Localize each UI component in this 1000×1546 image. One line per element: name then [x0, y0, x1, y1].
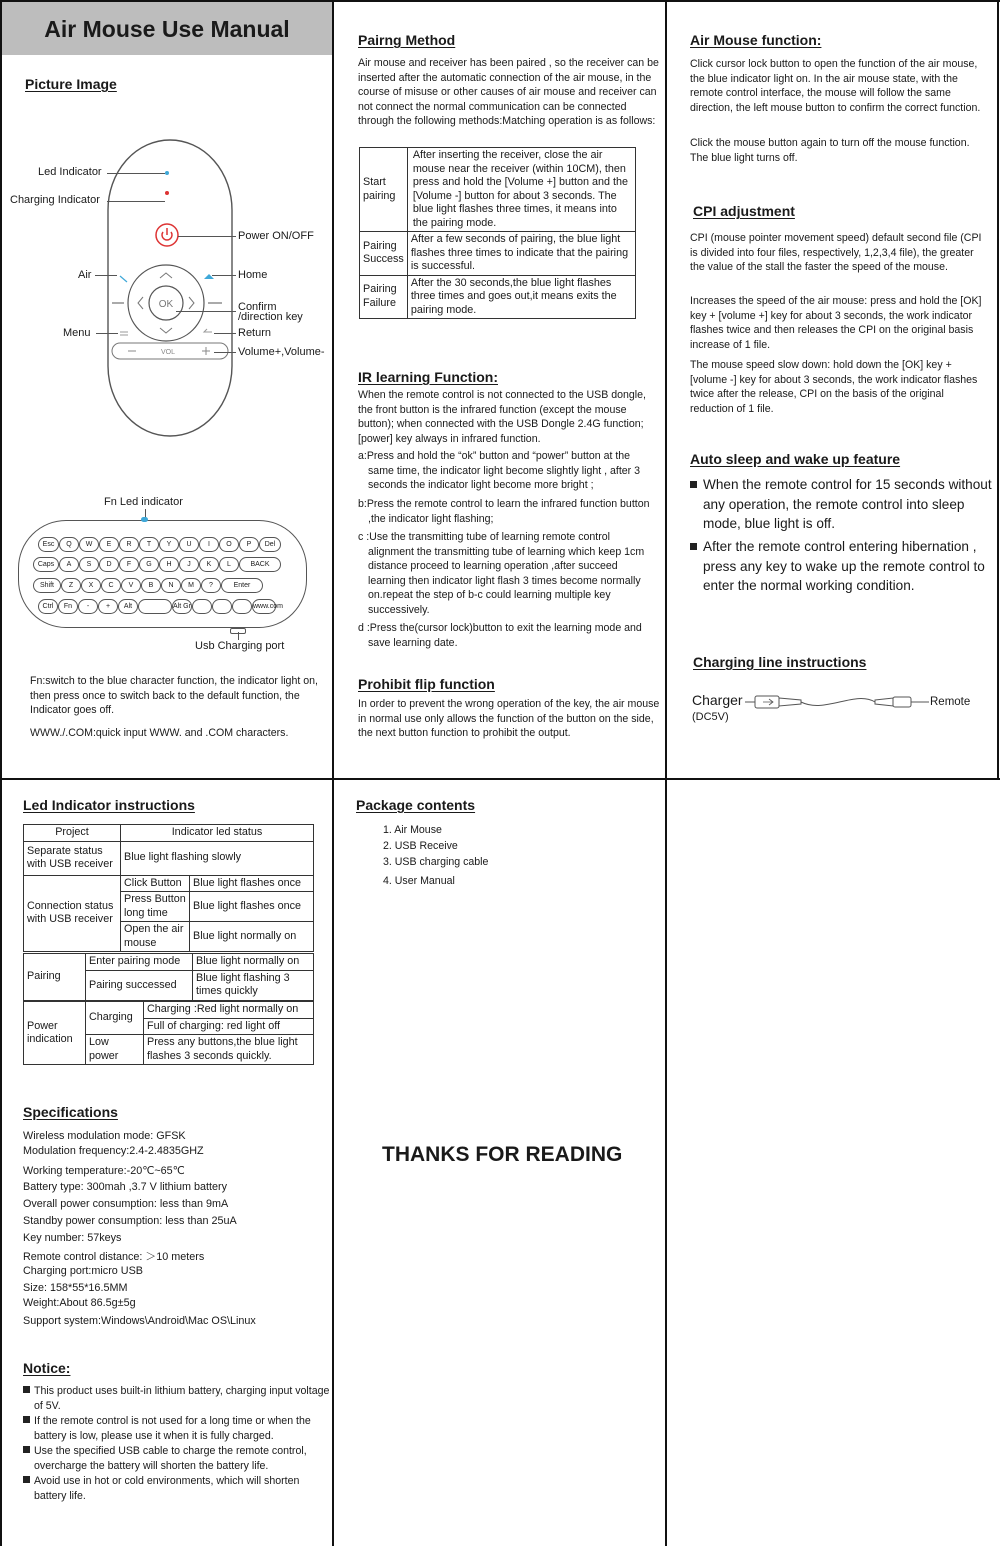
led-table [23, 824, 314, 952]
thanks-text: THANKS FOR READING [382, 1143, 623, 1166]
volume-label: Volume+,Volume- [238, 346, 325, 358]
spec-line: Charging port:micro USB [23, 1265, 144, 1277]
pairing-failure-key: Pairing Failure [360, 275, 408, 319]
led-heading: Led Indicator instructions [23, 797, 195, 813]
keyboard-key: P [239, 537, 259, 552]
keyboard-key: BACK [239, 557, 281, 572]
notice-item [23, 1444, 330, 1473]
keyboard-key: R [119, 537, 139, 552]
spec-line: Battery type: 300mah ,3.7 V lithium battery [23, 1181, 228, 1193]
keyboard-key: H [159, 557, 179, 572]
spec-line: Key number: 57keys [23, 1232, 122, 1244]
cpi-heading: CPI adjustment [693, 203, 795, 219]
keyboard-key: Y [159, 537, 179, 552]
spec-line: Working temperature:-20℃~65℃ [23, 1165, 185, 1177]
keyboard-key: G [139, 557, 159, 572]
keyboard-key: Alt Gr [172, 599, 192, 614]
www-note: WWW./.COM:quick input WWW. and .COM characters. [30, 727, 289, 739]
dc-label: (DC5V) [692, 711, 729, 723]
menu-label: Menu [63, 327, 91, 339]
keyboard-key: F [119, 557, 139, 572]
spec-line: Weight:About 86.5g±5g [23, 1297, 136, 1309]
keyboard-key: X [81, 578, 101, 593]
spec-line: Remote control distance: ＞10 meters [23, 1251, 205, 1263]
keyboard-key: J [179, 557, 199, 572]
notice-text: Use the specified USB cable to charge the remote control, overcharge the battery will shorten the battery life. [34, 1445, 307, 1472]
package-item-4: 4. User Manual [383, 875, 455, 887]
ir-item-b: b:Press the remote control to learn the infrared function button ,the indicator light flashing; [358, 498, 650, 525]
keyboard-key: M [181, 578, 201, 593]
bullet-icon [23, 1386, 30, 1393]
spec-line: Support system:Windows\Android\Mac OS\Linux [23, 1315, 256, 1327]
notice-item [23, 1414, 330, 1443]
flip-text: In order to prevent the wrong operation of the key, the air mouse in normal use only allows the function of the button on the side, the next button function to prohibit the output. [358, 698, 660, 739]
ir-item-a: a:Press and hold the “ok” button and “power” button at the same time, the indicator light become slightly light , after 3 seconds the indicator light become more bright ; [358, 450, 641, 491]
confirm-label: Confirm [238, 301, 277, 313]
air-label: Air [78, 269, 92, 281]
power-label: Power ON/OFF [238, 230, 314, 242]
led-succ-value: Blue light flashing 3 times quickly [193, 970, 314, 1000]
airmouse-heading: Air Mouse function: [690, 32, 822, 48]
led-connection: Connection status with USB receiver [24, 875, 121, 952]
keyboard-key [232, 599, 252, 614]
usb-port-label: Usb Charging port [195, 640, 285, 652]
led-press-value: Blue light flashes once [190, 892, 314, 922]
keyboard-key: C [101, 578, 121, 593]
keyboard-key: B [141, 578, 161, 593]
sleep-bullet-1 [690, 475, 996, 534]
spec-line: Standby power consumption: less than 25uA [23, 1215, 237, 1227]
ok-label: OK [158, 299, 174, 310]
led-enter: Enter pairing mode [86, 954, 193, 971]
bullet-icon [23, 1446, 30, 1453]
keyboard-key: T [139, 537, 159, 552]
return-label: Return [238, 327, 272, 339]
vol-label: VOL [160, 349, 176, 356]
led-power: Power indication [24, 1002, 86, 1065]
notice-heading: Notice: [23, 1360, 71, 1376]
keyboard-key: + [98, 599, 118, 614]
led-col-project: Project [24, 825, 121, 842]
keyboard-key: ? [201, 578, 221, 593]
keyboard-key [192, 599, 212, 614]
led-enter-value: Blue light normally on [193, 954, 314, 971]
cpi-p3: The mouse speed slow down: hold down the [OK] key + [volume -] key for about 3 seconds, the work indicator flashes twice after the release, CPI on the basis of the original reduction of 1 file. [690, 359, 978, 415]
start-pairing-value: After inserting the receiver, close the air mouse near the receiver (within 10CM), then press and hold the [Volume +] button and the [Volume -] button for about 3 seconds. The blue light flashes three times, it means into the pairing mode. [407, 148, 635, 232]
keyboard-key: Z [61, 578, 81, 593]
ir-intro: When the remote control is not connected to the USB dongle, the front button is the infrared function (except the mouse button); when connected with the USB Dongle 2.4G function; [power] key always in infrared function. [358, 389, 646, 445]
led-ch2: Full of charging: red light off [144, 1018, 314, 1035]
keyboard-key: O [219, 537, 239, 552]
pairing-intro: Air mouse and receiver has been paired , so the receiver can be inserted after the automatic connection of the air mouse, in the course of misuse or other causes of air mouse and receiver can not connect the normal communication can be connected through the following methods:Matching operation is as follows: [358, 57, 659, 127]
notice-list [23, 1384, 330, 1504]
keyboard-key: Del [259, 537, 281, 552]
keyboard-key: S [79, 557, 99, 572]
keyboard-key: L [219, 557, 239, 572]
package-item-1: 1. Air Mouse [383, 824, 442, 836]
led-table-3 [23, 1001, 314, 1065]
start-pairing-key: Start pairing [360, 148, 408, 232]
remote-label: Remote [930, 696, 971, 708]
spec-line: Wireless modulation mode: GFSK [23, 1130, 186, 1142]
keyboard-key: www.com [252, 599, 276, 614]
charging-heading: Charging line instructions [693, 654, 867, 670]
fn-note: Fn:switch to the blue character function, the indicator light on, then press once to switch back to the default function, the Indicator goes off. [30, 675, 318, 716]
fn-led-label: Fn Led indicator [104, 496, 183, 508]
bullet-icon [23, 1476, 30, 1483]
picture-heading: Picture Image [25, 76, 117, 92]
spec-line: Overall power consumption: less than 9mA [23, 1198, 229, 1210]
led-table-2 [23, 953, 314, 1001]
sleep-bullet-2 [690, 537, 996, 596]
notice-text: Avoid use in hot or cold environments, which will shorten battery life. [34, 1475, 300, 1502]
keyboard-key: D [99, 557, 119, 572]
home-label: Home [238, 269, 268, 281]
led-indicator-label: Led Indicator [38, 166, 102, 178]
keyboard-key [138, 599, 172, 614]
keyboard-key: V [121, 578, 141, 593]
remote-illustration [100, 135, 240, 440]
led-open: Open the air mouse [121, 922, 190, 952]
airmouse-p1: Click cursor lock button to open the function of the air mouse, the blue indicator light on. In the air mouse state, with the remote control interface, the mouse will follow the same direction, the left mouse button to confirm the correct function. [690, 58, 981, 114]
keyboard-key: W [79, 537, 99, 552]
notice-item [23, 1474, 330, 1503]
sleep-heading: Auto sleep and wake up feature [690, 451, 901, 467]
ir-item-c: c :Use the transmitting tube of learning remote control alignment the transmitting tube of learning which keep 1cm distance proceed to learning operation ,after succeed learning then indicator light flash 3 times become normally on.repeat the step of b-c could learning multiple key successively. [358, 531, 645, 616]
keyboard-key: - [78, 599, 98, 614]
led-click-value: Blue light flashes once [190, 875, 314, 892]
pairing-success-key: Pairing Success [360, 232, 408, 276]
pairing-heading: Pairng Method [358, 32, 456, 48]
pairing-table [359, 147, 636, 319]
sleep-text-2: After the remote control entering hibernation , press any key to wake up the remote control to enter the normal working condition. [703, 539, 985, 593]
keyboard-key [212, 599, 232, 614]
fn-led-icon [141, 517, 148, 522]
page-title: Air Mouse Use Manual [44, 16, 290, 42]
led-pairing: Pairing [24, 954, 86, 1001]
keyboard-key: U [179, 537, 199, 552]
charger-label: Charger [692, 692, 743, 708]
ir-item-d: d :Press the(cursor lock)button to exit the learning mode and save learning date. [358, 622, 642, 649]
keyboard-key: Fn [58, 599, 78, 614]
ir-heading: IR learning Function: [358, 369, 498, 385]
notice-text: If the remote control is not used for a long time or when the battery is low, please use it when it is fully charged. [34, 1415, 311, 1442]
usb-cable-illustration [745, 690, 930, 714]
bullet-icon [23, 1416, 30, 1423]
direction-label: /direction key [238, 311, 303, 323]
led-charging: Charging [86, 1002, 144, 1035]
specs-heading: Specifications [23, 1104, 118, 1120]
notice-text: This product uses built-in lithium battery, charging input voltage of 5V. [34, 1385, 330, 1412]
led-open-value: Blue light normally on [190, 922, 314, 952]
led-low: Low power [86, 1035, 144, 1065]
keyboard-key: Shift [33, 578, 61, 593]
led-col-status: Indicator led status [121, 825, 314, 842]
keyboard-key: Caps [33, 557, 59, 572]
sleep-text-1: When the remote control for 15 seconds without any operation, the remote control into sleep mode, blue light is off. [703, 477, 992, 531]
pairing-failure-value: After the 30 seconds,the blue light flashes three times and goes out,it means exits the pairing mode. [407, 275, 635, 319]
keyboard-key: Esc [38, 537, 59, 552]
keyboard-key: I [199, 537, 219, 552]
keyboard-key: A [59, 557, 79, 572]
led-click: Click Button [121, 875, 190, 892]
keyboard-key: Q [59, 537, 79, 552]
flip-heading: Prohibit flip function [358, 676, 495, 692]
led-ch1: Charging :Red light normally on [144, 1002, 314, 1019]
keyboard-key: E [99, 537, 119, 552]
cpi-p2: Increases the speed of the air mouse: press and hold the [OK] key + [volume +] key for about 3 seconds, the work indicator flashes twice and then releases the CPI on the original basis increase of 1 file. [690, 295, 982, 351]
keyboard-key: Alt [118, 599, 138, 614]
keyboard-key: Enter [221, 578, 263, 593]
package-item-3: 3. USB charging cable [383, 856, 489, 868]
package-heading: Package contents [356, 797, 476, 813]
led-press: Press Button long time [121, 892, 190, 922]
package-item-2: 2. USB Receive [383, 840, 458, 852]
keyboard-key: K [199, 557, 219, 572]
cpi-p1: CPI (mouse pointer movement speed) default second file (CPI is divided into four files, respectively, 1,2,3,4 file), the greater the value of the stall the faster the speed of the mouse. [690, 232, 982, 273]
notice-item [23, 1384, 330, 1413]
spec-line: Modulation frequency:2.4-2.4835GHZ [23, 1145, 204, 1157]
keyboard-key: Ctrl [38, 599, 58, 614]
led-separate-value: Blue light flashing slowly [121, 841, 314, 875]
led-separate: Separate status with USB receiver [24, 841, 121, 875]
pairing-success-value: After a few seconds of pairing, the blue light flashes three times to indicate that the pairing is successful. [407, 232, 635, 276]
keyboard-key: N [161, 578, 181, 593]
led-low-value: Press any buttons,the blue light flashes 3 seconds quickly. [144, 1035, 314, 1065]
airmouse-p2: Click the mouse button again to turn off the mouse function. The blue light turns off. [690, 137, 970, 164]
spec-line: Size: 158*55*16.5MM [23, 1282, 128, 1294]
led-succ: Pairing successed [86, 970, 193, 1000]
charging-indicator-label: Charging Indicator [10, 194, 100, 206]
